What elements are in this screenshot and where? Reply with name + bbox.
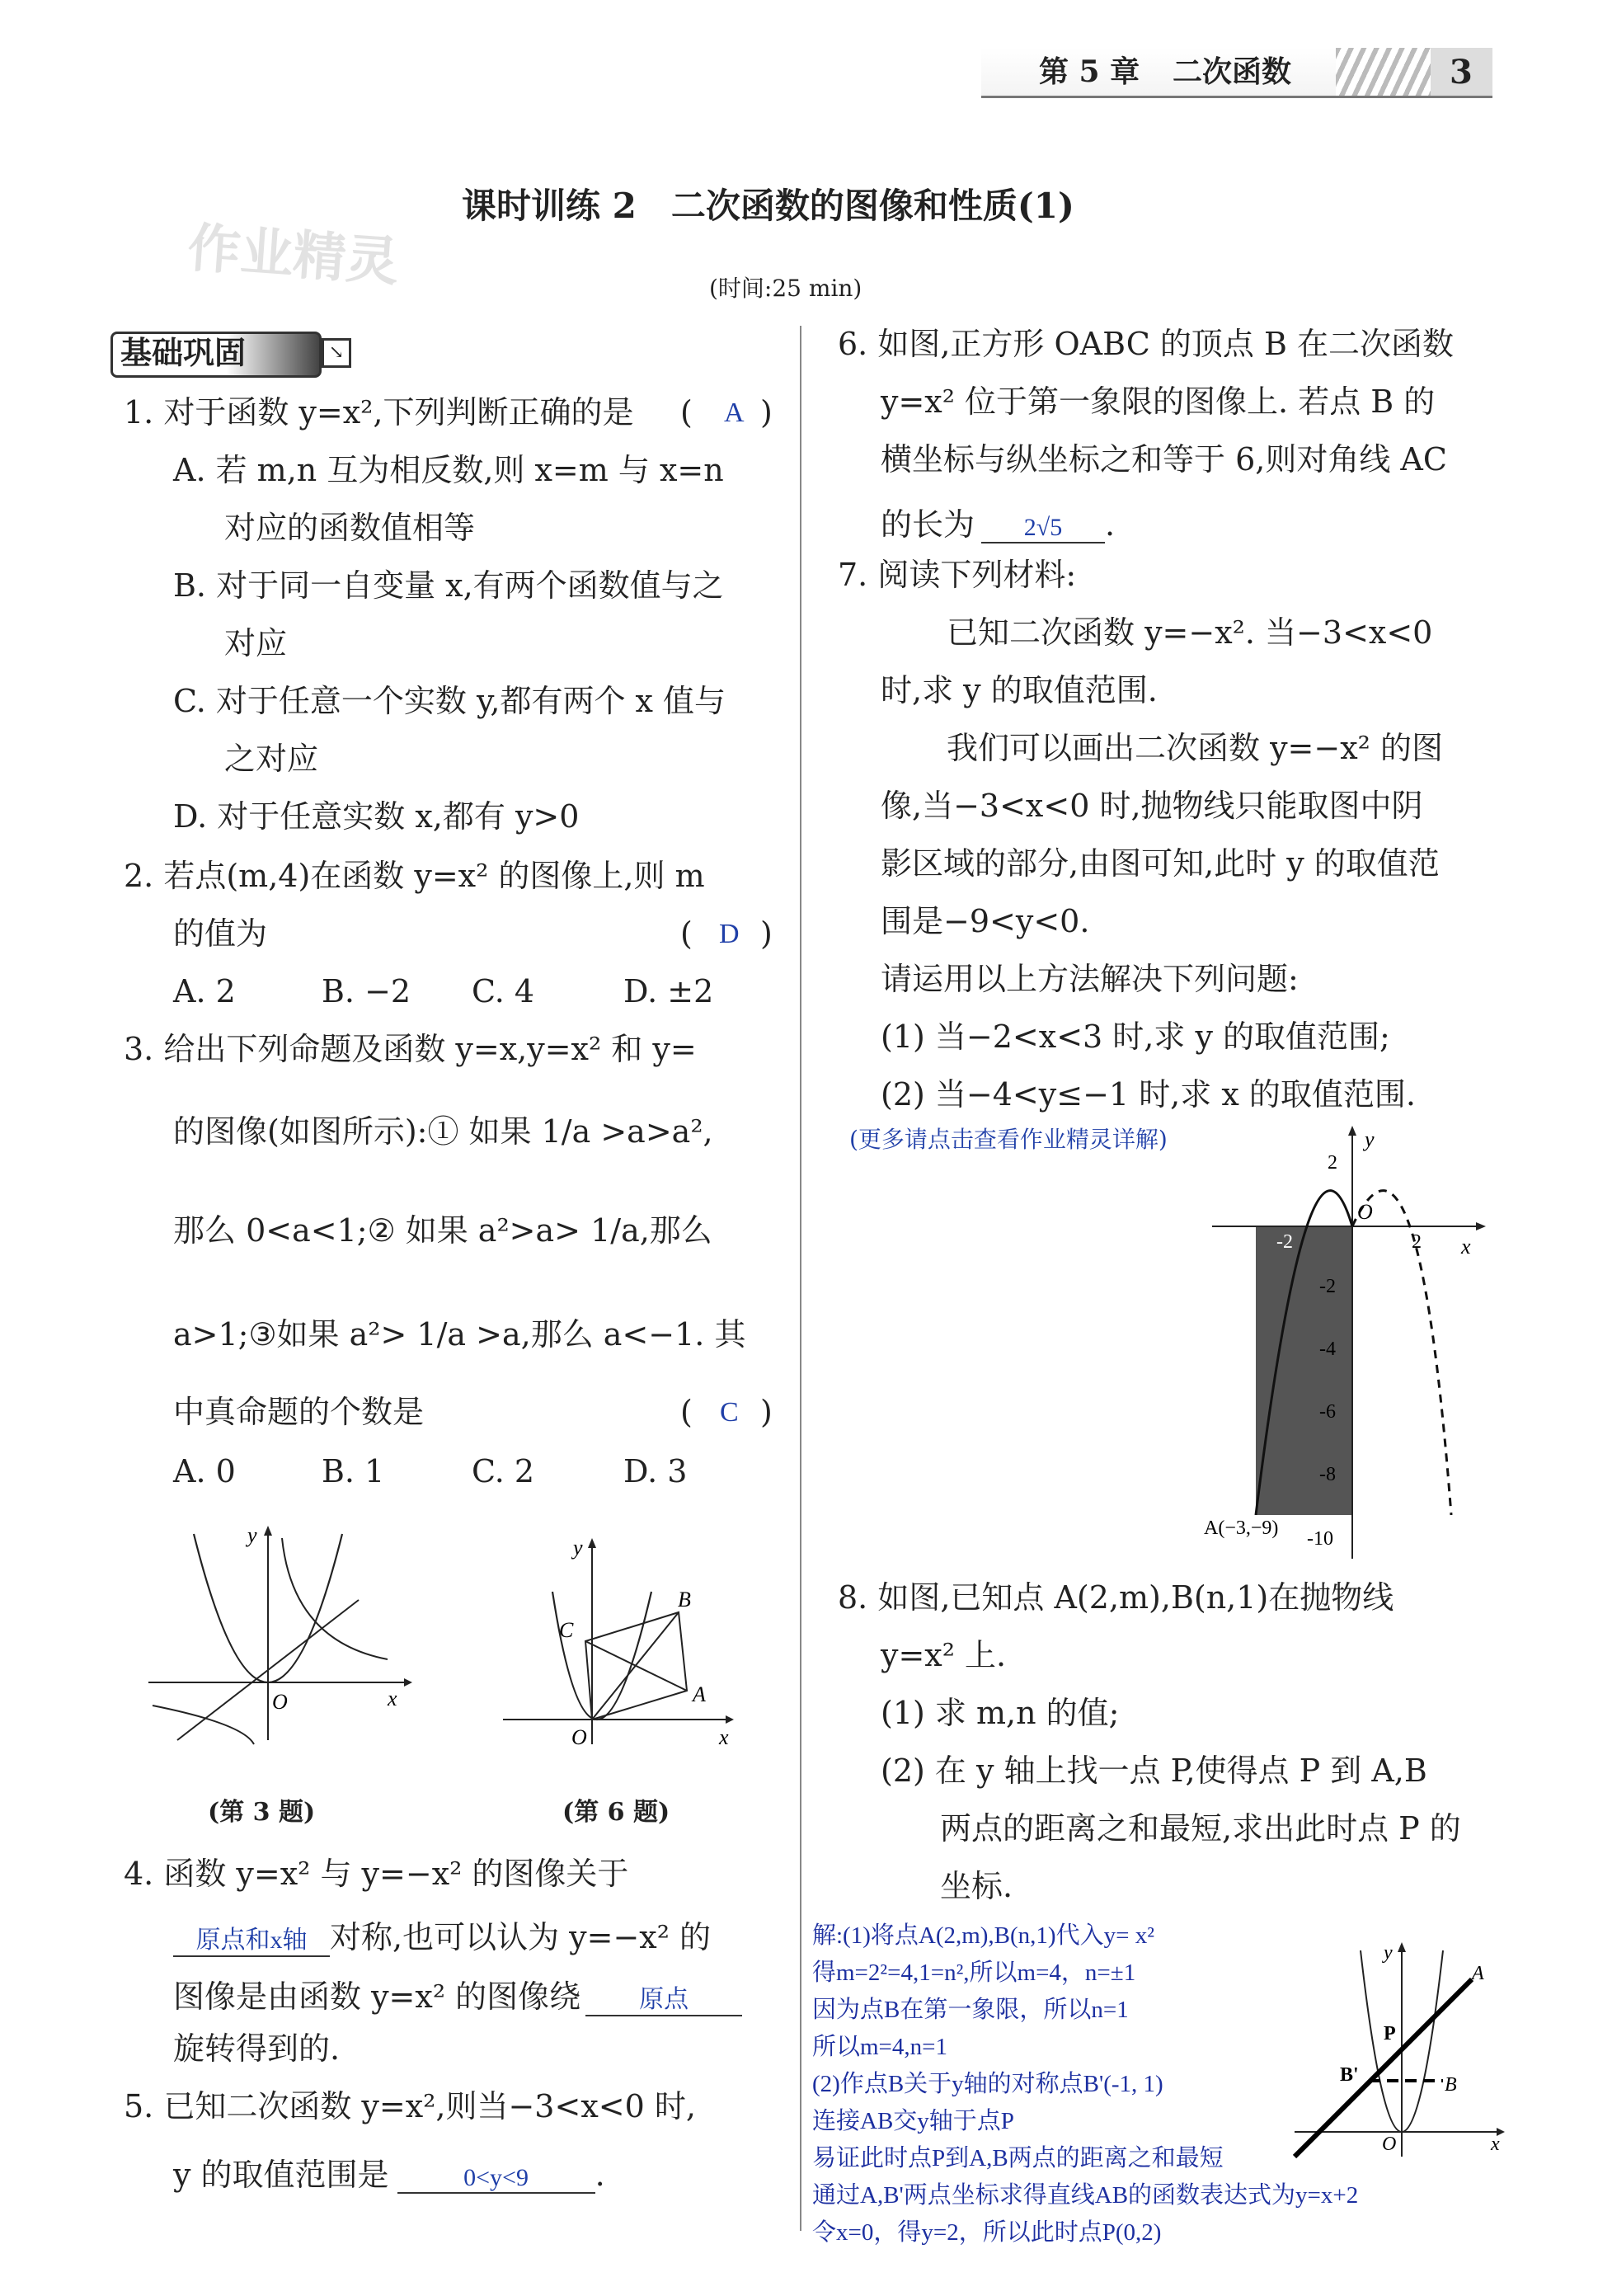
q4-blank-1: 原点和x轴 xyxy=(173,1919,330,1957)
fig8-x-label: x xyxy=(1491,2134,1500,2155)
q1-option-a: A. 若 m,n 互为相反数,则 x=m 与 x=n xyxy=(173,452,724,488)
fig3-y-arrow xyxy=(264,1526,272,1536)
fig6-label-c: C xyxy=(559,1618,574,1642)
fig8-line-ab xyxy=(1295,1979,1472,2157)
q8-line: (2) 在 y 轴上找一点 P,使得点 P 到 A,B xyxy=(881,1753,1427,1789)
q4-blank-2: 原点 xyxy=(585,1978,742,2016)
q3-line5: 中真命题的个数是 xyxy=(173,1394,425,1430)
figure-3 xyxy=(140,1517,421,1748)
fig8-label-bprime: B' xyxy=(1340,2064,1359,2086)
q5-line2-text: y 的取值范围是 xyxy=(173,2157,389,2193)
solution-line: 得m=2²=4,1=n²,所以m=4，n=±1 xyxy=(812,1960,1136,1986)
q7-line: 围是−9<y<0. xyxy=(881,903,1090,939)
q5-line2 xyxy=(173,2149,605,2195)
q3-line2: 的图像(如图所示):① 如果 1/a >a>a², xyxy=(173,1113,713,1150)
fig7-origin: O xyxy=(1357,1200,1373,1224)
fig8-label-b: B xyxy=(1445,2074,1457,2096)
q1-paren-close: ) xyxy=(760,394,773,430)
fig3-x-label: x xyxy=(388,1687,397,1710)
fig7-x-tick: 2 xyxy=(1412,1231,1422,1253)
solution-line: 连接AB交y轴于点P xyxy=(812,2108,1014,2134)
q3-line1: 3. 给出下列命题及函数 y=x,y=x² 和 y= xyxy=(124,1031,697,1067)
q8-line: (1) 求 m,n 的值; xyxy=(881,1695,1120,1731)
fig6-y-label: y xyxy=(573,1536,583,1560)
fig7-point-a: A(−3,−9) xyxy=(1204,1517,1279,1539)
fig6-y-arrow xyxy=(588,1538,596,1548)
q5-line2-end: . xyxy=(595,2157,605,2193)
q6-line4-end: . xyxy=(1105,506,1116,543)
fig7-x-tick: -2 xyxy=(1276,1231,1293,1253)
chapter-label: 第 5 章 xyxy=(1039,54,1140,89)
q6-line2: y=x² 位于第一象限的图像上. 若点 B 的 xyxy=(881,383,1436,420)
q2-option: A. 2 xyxy=(173,973,236,1009)
q6-line4 xyxy=(881,499,1115,544)
solution-line: 易证此时点P到A,B两点的距离之和最短 xyxy=(812,2145,1224,2171)
q2-paren-close: ) xyxy=(760,915,773,952)
fig3-x-arrow xyxy=(404,1678,412,1687)
solution-line: 因为点B在第一象限，所以n=1 xyxy=(812,1997,1129,2023)
page-header xyxy=(981,48,1492,97)
q3-line4: a>1;③如果 a²> 1/a >a,那么 a<−1. 其 xyxy=(173,1316,746,1353)
chapter-title: 二次函数 xyxy=(1173,54,1292,89)
q6-line1: 6. 如图,正方形 OABC 的顶点 B 在二次函数 xyxy=(838,326,1454,362)
fig8-y-label: y xyxy=(1384,1942,1393,1964)
q1-answer: A xyxy=(724,398,745,428)
header-stripes xyxy=(1336,48,1435,96)
q3-option: D. 3 xyxy=(623,1453,688,1489)
q2-stem: 2. 若点(m,4)在函数 y=x² 的图像上,则 m xyxy=(124,858,705,894)
figure-7 xyxy=(1204,1122,1501,1567)
fig6-label-b: B xyxy=(678,1588,691,1611)
q4-line4: 旋转得到的. xyxy=(173,2030,341,2067)
time-note: (时间:25 min) xyxy=(709,275,862,302)
page-title: 课时训练 2 二次函数的图像和性质(1) xyxy=(462,186,1074,226)
fig3-hyperbola-q3 xyxy=(153,1706,254,1744)
q7-line: 像,当−3<x<0 时,抛物线只能取图中阴 xyxy=(881,788,1423,824)
fig7-y-tick: -6 xyxy=(1319,1401,1336,1423)
fig3-y-label: y xyxy=(247,1523,257,1547)
q8-line: 8. 如图,已知点 A(2,m),B(n,1)在抛物线 xyxy=(838,1579,1394,1616)
solution-line: 解:(1)将点A(2,m),B(n,1)代入y= x² xyxy=(812,1922,1154,1949)
q4-line1: 4. 函数 y=x² 与 y=−x² 的图像关于 xyxy=(124,1856,629,1892)
solution-line: 通过A,B'两点坐标求得直线AB的函数表达式为y=x+2 xyxy=(812,2182,1359,2209)
fig3-caption: (第 3 题) xyxy=(208,1798,316,1827)
q4-line3-text: 图像是由函数 y=x² 的图像绕 xyxy=(173,1978,581,2015)
fig7-shaded-region xyxy=(1256,1226,1352,1515)
fig7-y-tick: 2 xyxy=(1328,1152,1337,1174)
fig7-y-arrow xyxy=(1348,1126,1356,1136)
q4-line2 xyxy=(173,1912,711,1957)
q1-paren: ( xyxy=(680,394,693,430)
q4-line2-text: 对称,也可以认为 y=−x² 的 xyxy=(330,1919,712,1955)
q7-line: 7. 阅读下列材料: xyxy=(838,557,1077,593)
fig7-y-tick: -2 xyxy=(1319,1276,1336,1297)
q7-line: 时,求 y 的取值范围. xyxy=(881,672,1158,708)
q6-blank: 2√5 xyxy=(981,514,1105,543)
figure-6 xyxy=(495,1522,742,1761)
q7-line: 影区域的部分,由图可知,此时 y 的取值范 xyxy=(881,845,1440,882)
q7-line: 已知二次函数 y=−x². 当−3<x<0 xyxy=(947,614,1433,651)
q2-paren: ( xyxy=(680,915,693,952)
q5-line1: 5. 已知二次函数 y=x²,则当−3<x<0 时, xyxy=(124,2088,696,2124)
solution-line: (2)作点B关于y轴的对称点B'(-1, 1) xyxy=(812,2071,1163,2097)
q1-option-b-cont: 对应 xyxy=(224,625,288,661)
q7-line: (1) 当−2<x<3 时,求 y 的取值范围; xyxy=(881,1019,1390,1055)
fig7-y-tick: -10 xyxy=(1307,1528,1333,1550)
q7-line: 我们可以画出二次函数 y=−x² 的图 xyxy=(947,730,1443,766)
q1-option-a-cont: 对应的函数值相等 xyxy=(224,510,476,546)
fig7-y-label: y xyxy=(1365,1127,1375,1151)
q2-answer: D xyxy=(719,919,740,949)
q1-stem: 1. 对于函数 y=x²,下列判断正确的是 xyxy=(124,394,634,430)
q3-line3: 那么 0<a<1;② 如果 a²>a> 1/a,那么 xyxy=(173,1212,712,1249)
fig8-y-arrow xyxy=(1398,1942,1406,1952)
q3-answer: C xyxy=(720,1397,739,1428)
q2-option: C. 4 xyxy=(472,973,535,1009)
q2-option: D. ±2 xyxy=(623,973,714,1009)
q3-paren-close: ) xyxy=(760,1394,773,1430)
fig6-x-arrow xyxy=(726,1715,734,1724)
fig7-y-tick: -4 xyxy=(1319,1339,1336,1360)
fig7-x-arrow xyxy=(1476,1222,1486,1230)
fig6-label-a: A xyxy=(693,1682,706,1706)
q8-line: 坐标. xyxy=(940,1868,1013,1904)
fig7-y-tick: -8 xyxy=(1319,1464,1336,1485)
q1-option-c-cont: 之对应 xyxy=(224,741,319,777)
fig7-parabola-dashed xyxy=(1352,1191,1451,1515)
fig6-parabola xyxy=(552,1592,651,1720)
fig8-label-p: P xyxy=(1384,2023,1396,2044)
q6-line4-text: 的长为 xyxy=(881,506,975,543)
solution-line: 令x=0，得y=2，所以此时点P(0,2) xyxy=(812,2219,1162,2246)
q8-line: y=x² 上. xyxy=(881,1637,1007,1673)
more-link[interactable]: (更多请点击查看作业精灵详解) xyxy=(849,1126,1168,1153)
fig6-origin: O xyxy=(571,1725,587,1749)
q4-line3 xyxy=(173,1971,742,2016)
q5-blank: 0<y<9 xyxy=(397,2164,595,2194)
figure-8 xyxy=(1286,1934,1517,2173)
q3-option: C. 2 xyxy=(472,1453,535,1489)
q8-line: 两点的距离之和最短,求出此时点 P 的 xyxy=(940,1810,1461,1847)
q3-option: A. 0 xyxy=(173,1453,236,1489)
q7-line: (2) 当−4<y≤−1 时,求 x 的取值范围. xyxy=(881,1076,1416,1113)
q7-line: 请运用以上方法解决下列问题: xyxy=(881,961,1299,997)
solution-line: 所以m=4,n=1 xyxy=(812,2034,948,2060)
q3-paren: ( xyxy=(680,1394,693,1430)
q6-line3: 横坐标与纵坐标之和等于 6,则对角线 AC xyxy=(881,441,1447,478)
q1-option-b: B. 对于同一自变量 x,有两个函数值与之 xyxy=(173,567,724,604)
column-divider xyxy=(800,326,801,2231)
fig8-origin: O xyxy=(1382,2134,1397,2155)
fig6-caption: (第 6 题) xyxy=(562,1798,670,1827)
q3-option: B. 1 xyxy=(322,1453,385,1489)
q1-option-c: C. 对于任意一个实数 y,都有两个 x 值与 xyxy=(173,683,726,719)
q2-option: B. −2 xyxy=(322,973,411,1009)
fig6-x-label: x xyxy=(719,1725,729,1749)
page-number: 3 xyxy=(1450,53,1473,92)
fig3-hyperbola-q1 xyxy=(282,1538,388,1659)
fig3-origin: O xyxy=(272,1690,288,1714)
q2-stem-cont: 的值为 xyxy=(173,915,268,952)
q1-option-d: D. 对于任意实数 x,都有 y>0 xyxy=(173,798,580,835)
watermark: 作业精灵 xyxy=(186,218,401,294)
fig8-label-a: A xyxy=(1472,1963,1484,1984)
section-label: 基础巩固 xyxy=(120,334,247,371)
arrow-icon: ↘ xyxy=(322,338,351,368)
fig7-x-label: x xyxy=(1461,1235,1471,1259)
